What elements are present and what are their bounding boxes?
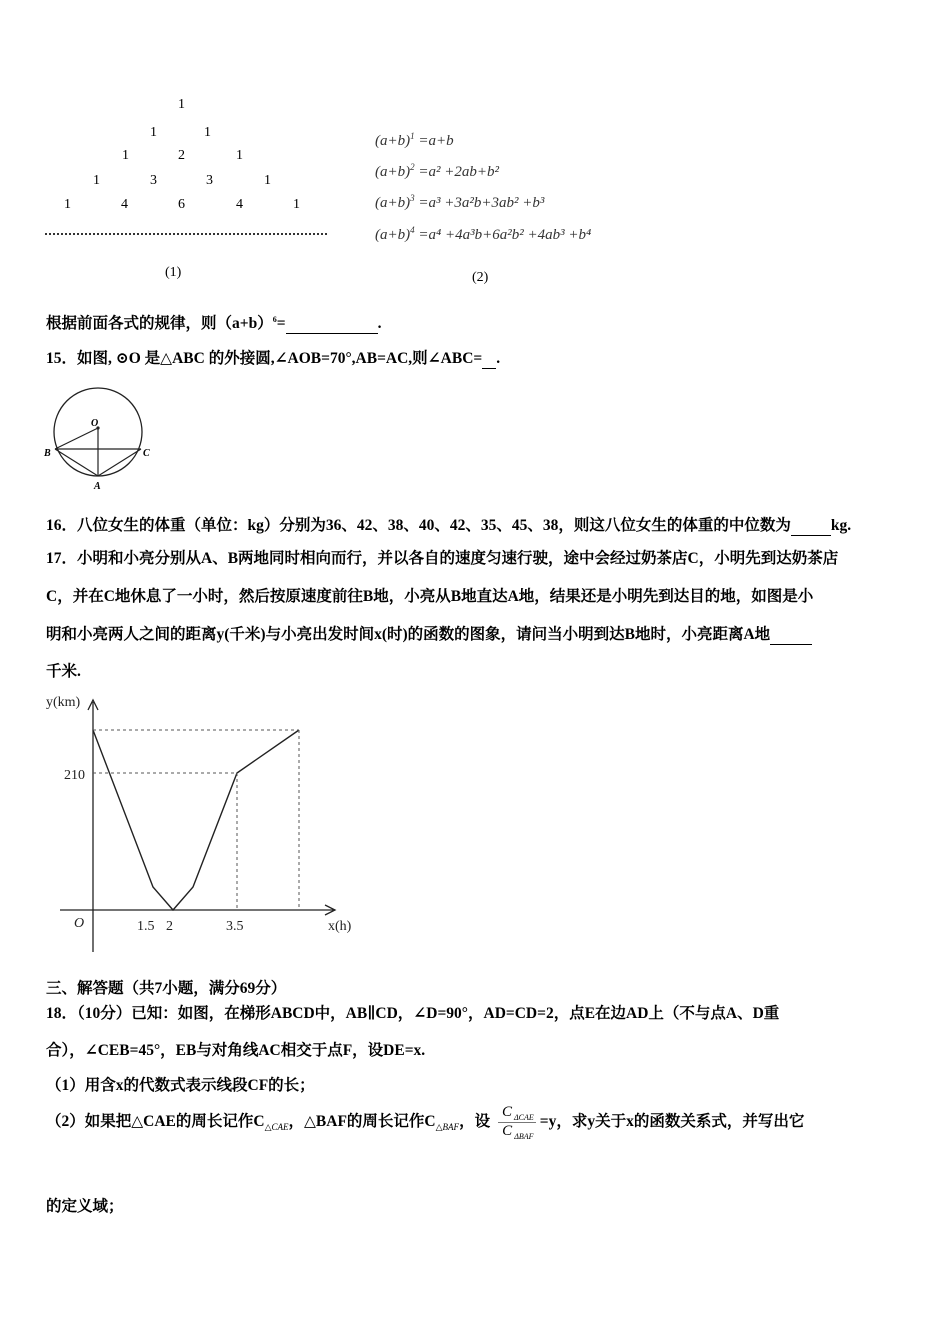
q15-question: 15．如图, ⊙O 是△ABC 的外接圆,∠AOB=70°,AB=AC,则∠ABC= . <box>46 350 501 367</box>
equation: $(a+b)^4 =a^4 +4a^3b+6a^2b^2 +4ab^3 +b^4$ <box>375 225 592 243</box>
q17-line2: C，并在C地休息了一小时，然后按原速度前往B地，小亮从B地直达A地，结果还是小明先到达目的地，如图是小 <box>46 588 814 605</box>
pascal-entry: 1 <box>204 125 211 140</box>
pascal-entry: 3 <box>206 173 213 188</box>
distance-time-graph <box>0 690 380 960</box>
q17-line4: 千米. <box>46 663 81 680</box>
pascal-entry: 1 <box>93 173 100 188</box>
point-label-c: C <box>143 448 150 459</box>
q18-part1: （1）用含x的代数式表示线段CF的长； <box>46 1077 315 1094</box>
distance-curve <box>93 730 299 910</box>
pascal-entry: 1 <box>293 197 300 212</box>
dotted-continuation-line <box>45 233 327 235</box>
q16-question: 16．八位女生的体重（单位：kg）分别为36、42、38、40、42、35、45、38，则这八位女生的体重的中位数为 kg. <box>46 517 852 534</box>
x-tick-label: 1.5 <box>137 919 155 934</box>
pascal-entry: 3 <box>150 173 157 188</box>
point-label-b: B <box>44 448 51 459</box>
equation: $(a+b)^3 =a^3 +3a^2b+3ab^2 +b^3$ <box>375 193 545 211</box>
answer-blank <box>286 315 378 334</box>
answer-blank <box>791 517 831 536</box>
pascal-entry: 1 <box>264 173 271 188</box>
x-tick-label: 3.5 <box>226 919 244 934</box>
pascal-entry: 4 <box>121 197 128 212</box>
pascal-entry: 2 <box>178 148 185 163</box>
q17-line3: 明和小亮两人之间的距离y(千米)与小亮出发时间x(时)的函数的图象，请问当小明到达B地时，小亮距离A地 <box>46 622 812 645</box>
y-tick-label: 210 <box>64 768 85 783</box>
q14-question: 根据前面各式的规律，则$(a+b)^6=$ . <box>46 314 382 332</box>
figure-label-1: (1) <box>165 265 182 280</box>
perimeter-ratio-fraction: $\frac{C _{\Delta CAE}}{C _{\Delta BAF}}$ <box>498 1104 536 1141</box>
figure-label-2: (2) <box>472 270 489 285</box>
answer-blank <box>770 626 812 645</box>
section-heading: 三、解答题（共7小题，满分69分） <box>46 980 287 997</box>
point-label-a: A <box>94 481 101 492</box>
equation: $(a+b)^1 =a+b$ <box>375 131 454 149</box>
answer-blank <box>482 350 496 369</box>
q18-part2-end: 的定义域； <box>46 1198 124 1215</box>
y-axis-label: y(km) <box>46 695 81 710</box>
origin-label: O <box>74 916 85 931</box>
pascal-entry: 1 <box>150 125 157 140</box>
pascal-entry: 4 <box>236 197 243 212</box>
pascal-entry: 1 <box>178 97 185 112</box>
pascal-entry: 1 <box>236 148 243 163</box>
x-tick-label: 2 <box>166 919 173 934</box>
equation: $(a+b)^2 =a^2 +2ab+b^2$ <box>375 162 499 180</box>
pascal-entry: 1 <box>122 148 129 163</box>
x-axis-label: x(h) <box>328 919 352 934</box>
circle-figure <box>40 380 170 495</box>
q18-line1: 18．（10分）已知：如图，在梯形ABCD中，AB∥CD，∠D=90°，AD=CD=2，点E在边AD上（不与点A、D重 <box>46 1005 780 1022</box>
q18-part2: （2）如果把△CAE的周长记作$C_{\triangle CAE}$，△BAF的周长记作$C_{\triangle BAF}$，设 $\frac{C _{\Delta CAE}}{C _{\Delta BAF}}$ =y，求y关于x的函数关系式，并写出它 <box>46 1104 805 1141</box>
point-label-o: O <box>91 418 99 429</box>
q17-line1: 17．小明和小亮分别从A、B两地同时相向而行，并以各自的速度匀速行驶，途中会经过奶茶店C，小明先到达奶茶店 <box>46 550 839 567</box>
pascal-entry: 1 <box>64 197 71 212</box>
q18-line2: 合），∠CEB=45°，EB与对角线AC相交于点F，设DE=x. <box>46 1042 426 1059</box>
pascal-entry: 6 <box>178 197 185 212</box>
